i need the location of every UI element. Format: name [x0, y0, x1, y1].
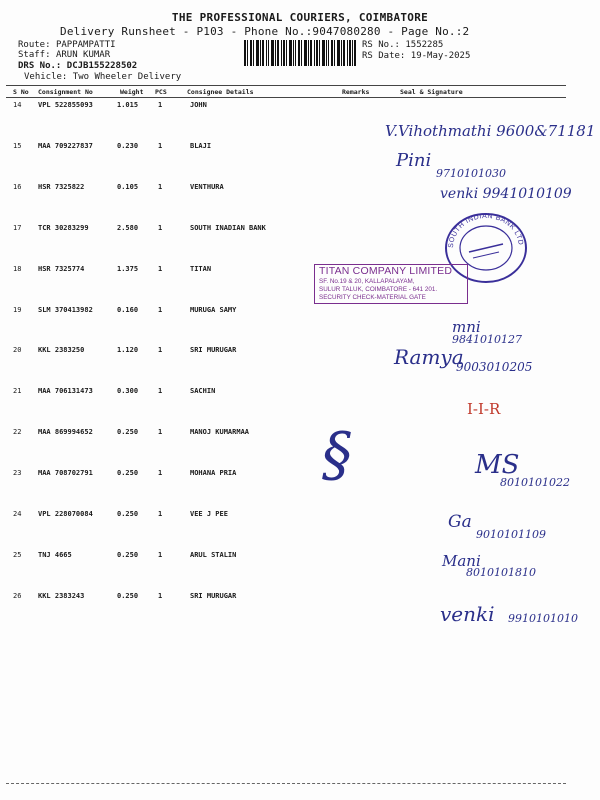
row-pcs: 1: [158, 469, 163, 478]
row-weight: 2.580: [117, 223, 139, 232]
row-weight: 0.230: [117, 141, 139, 150]
rs-no-line: [362, 40, 443, 50]
row-pcs: 1: [158, 141, 163, 150]
vehicle-label: Vehicle:: [24, 72, 68, 82]
bank-seal-text: SOUTH INDIAN BANK LTD: [447, 212, 524, 249]
rs-no-label: RS No.:: [362, 40, 400, 50]
drs-value: DCJB155228502: [66, 61, 138, 71]
signature-26-phone: 9910101010: [508, 612, 578, 625]
runsheet-subtitle: Delivery Runsheet - P103 - Phone No.:9047080280 - Page No.:2: [60, 25, 470, 38]
barcode: [244, 40, 356, 66]
row-weight: 0.300: [117, 387, 139, 396]
stamp-line-4: SECURITY CHECK-MATERIAL GATE: [319, 294, 426, 301]
col-seal: Seal & Signature: [400, 88, 463, 96]
signature-20-phone: 9003010205: [456, 360, 533, 374]
route-line: [18, 40, 116, 50]
staff-label: Staff:: [18, 50, 51, 60]
row-sno: 25: [13, 550, 22, 559]
row-consignee: BLAJI: [190, 141, 212, 150]
row-weight: 0.250: [117, 510, 139, 518]
row-consignment-no: SLM 370413982: [38, 305, 93, 314]
row-weight: 1.120: [117, 346, 139, 355]
row-pcs: 1: [158, 182, 163, 191]
row-weight: 0.250: [117, 591, 139, 600]
svg-text:SOUTH INDIAN BANK LTD: [448, 213, 524, 248]
row-sno: 26: [13, 591, 22, 600]
row-pcs: 1: [158, 387, 163, 396]
signature-15-scribble: Pini: [396, 150, 432, 171]
row-sno: 20: [13, 346, 22, 355]
rs-date-label: RS Date:: [362, 51, 406, 61]
col-consignee: Consignee Details: [187, 88, 254, 96]
row-consignee: JOHN: [190, 101, 207, 109]
row-consignment-no: HSR 7325774: [38, 264, 85, 273]
row-consignee: MOHANA PRIA: [190, 469, 237, 478]
row-consignee: TITAN: [190, 264, 212, 273]
staff-line: [18, 50, 110, 60]
row-pcs: 1: [158, 264, 163, 273]
signature-16: venki 9941010109: [440, 186, 572, 202]
row-pcs: 1: [158, 305, 163, 314]
row-pcs: 1: [158, 510, 163, 518]
row-sno: 22: [13, 428, 22, 437]
vehicle-line: [24, 72, 181, 82]
row-consignee: VENTHURA: [190, 182, 224, 191]
col-remarks: Remarks: [342, 88, 370, 96]
row-pcs: 1: [158, 346, 163, 355]
rs-date-value: 19-May-2025: [410, 51, 471, 61]
col-weight: Weight: [120, 88, 144, 96]
col-sno: S No: [13, 88, 29, 96]
row-consignment-no: KKL 2383243: [38, 591, 85, 600]
row-weight: 1.015: [117, 101, 139, 109]
stamp-line-2: SF. No.19 & 20, KALLAPALAYAM,: [319, 278, 415, 285]
stamp-line-3: SULUR TALUK, COIMBATORE - 641 201.: [319, 286, 438, 293]
row-consignee: MANOJ KUMARMAA: [190, 428, 250, 437]
drs-label: DRS No.:: [18, 61, 62, 71]
route-value: PAPPAMPATTI: [55, 40, 116, 50]
row-pcs: 1: [158, 101, 163, 109]
col-pcs: PCS: [155, 88, 167, 96]
table-row: [0, 387, 600, 428]
signature-25-phone: 8010101810: [466, 566, 536, 579]
row-consignment-no: VPL 228070084: [38, 510, 93, 518]
signature-24-scribble: Ga: [448, 512, 472, 532]
footer-rule: [6, 783, 566, 784]
signature-25-scribble: Mani: [442, 552, 481, 570]
row-consignee: MURUGA SAMY: [190, 305, 237, 314]
signature-15-phone: 9710101030: [436, 167, 506, 180]
remark-21: I-I-R: [467, 400, 501, 418]
row-sno: 19: [13, 305, 22, 314]
row-consignment-no: KKL 2383250: [38, 346, 85, 355]
rs-no-value: 1552285: [405, 40, 444, 50]
company-title: THE PROFESSIONAL COURIERS, COIMBATORE: [171, 11, 429, 24]
row-pcs: 1: [158, 223, 163, 232]
row-weight: 0.105: [117, 182, 139, 191]
row-consignment-no: MAA 708702791: [38, 469, 93, 478]
row-weight: 0.250: [117, 550, 139, 559]
signature-20-name: Ramya: [394, 345, 464, 369]
row-sno: 24: [13, 510, 22, 518]
route-label: Route:: [18, 40, 51, 50]
row-consignment-no: TCR 30283299: [38, 223, 89, 232]
row-pcs: 1: [158, 591, 163, 600]
vehicle-value: Two Wheeler Delivery: [72, 72, 182, 82]
row-consignee: SACHIN: [190, 387, 216, 396]
signature-26-scribble: venki: [440, 602, 495, 626]
table-row: [0, 142, 600, 183]
row-sno: 15: [13, 141, 22, 150]
signature-23-scribble: MS: [475, 450, 520, 480]
signature-24-phone: 9010101109: [476, 528, 546, 541]
row-weight: 0.250: [117, 469, 139, 478]
row-consignment-no: MAA 706131473: [38, 387, 93, 396]
header-rule-bottom: [6, 97, 566, 98]
rs-date-line: [362, 51, 470, 61]
row-weight: 0.250: [117, 428, 139, 437]
staff-value: ARUN KUMAR: [55, 50, 111, 60]
row-consignee: ARUL STALIN: [190, 550, 237, 559]
row-consignee: SRI MURUGAR: [190, 591, 237, 600]
drs-line: [18, 61, 137, 71]
row-sno: 23: [13, 469, 22, 478]
titan-stamp: [314, 264, 468, 304]
row-consignee: VEE J PEE: [190, 510, 228, 518]
signature-14: V.Vihothmathi 9600&71181: [385, 122, 596, 140]
row-consignee: SRI MURUGAR: [190, 346, 237, 355]
row-consignment-no: MAA 709227837: [38, 141, 93, 150]
col-consignment: Consignment No: [38, 88, 93, 96]
row-consignment-no: VPL 522855093: [38, 101, 93, 109]
row-consignee: SOUTH INADIAN BANK: [190, 223, 266, 232]
row-sno: 17: [13, 223, 22, 232]
scribble-22: §: [322, 420, 352, 490]
row-weight: 1.375: [117, 264, 139, 273]
row-consignment-no: MAA 869994652: [38, 428, 93, 437]
row-sno: 18: [13, 264, 22, 273]
row-weight: 0.160: [117, 305, 139, 314]
signature-19-phone: 9841010127: [452, 333, 522, 346]
row-sno: 14: [13, 101, 22, 109]
row-sno: 16: [13, 182, 22, 191]
row-pcs: 1: [158, 550, 163, 559]
stamp-line-1: TITAN COMPANY LIMITED: [319, 265, 453, 277]
signature-19-scribble: mni: [452, 318, 481, 336]
row-pcs: 1: [158, 428, 163, 437]
row-consignment-no: TNJ 4665: [38, 550, 72, 559]
row-consignment-no: HSR 7325822: [38, 182, 85, 191]
signature-23-phone: 8010101022: [500, 476, 570, 489]
header-rule-top: [6, 85, 566, 86]
row-sno: 21: [13, 387, 22, 396]
